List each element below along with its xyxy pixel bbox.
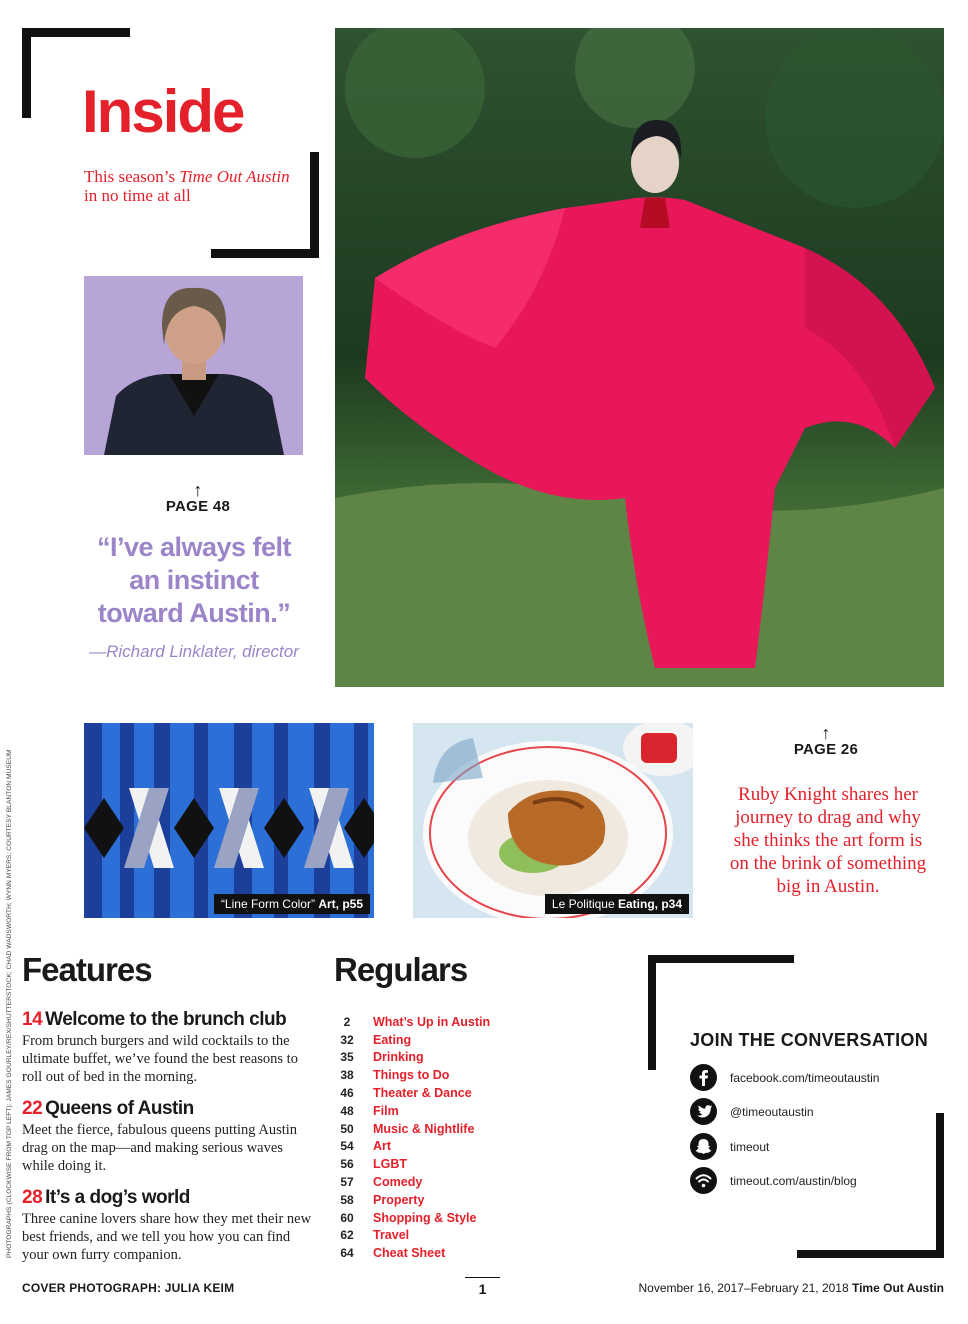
art-photo [84, 723, 374, 918]
list-item[interactable]: 56 LGBT [340, 1157, 408, 1172]
arrow-up-icon: ↑ [821, 723, 831, 743]
corner-bracket-social-top [648, 955, 794, 1070]
list-item[interactable]: 50 Music & Nightlife [340, 1121, 475, 1136]
regulars-heading: Regulars [334, 951, 468, 988]
social-link-twitter[interactable]: @timeoutaustin [690, 1098, 814, 1125]
list-item[interactable]: 57 Comedy [340, 1175, 423, 1190]
drag-teaser: Ruby Knight shares her journey to drag and why she thinks the art form is on the brink of something big in Austin. [729, 784, 927, 897]
social-link-snapchat[interactable]: timeout [690, 1133, 769, 1160]
list-item[interactable]: 60 Shopping & Style [340, 1210, 477, 1225]
quote-attribution: —Richard Linklater, director [89, 642, 299, 661]
food-caption[interactable]: Le Politique Eating, p34 [545, 894, 689, 914]
list-item[interactable]: 58 Property [340, 1192, 425, 1207]
list-item[interactable]: 32 Eating [340, 1032, 412, 1047]
pull-quote: “I’ve always felt an instinct toward Austin.” [96, 532, 292, 628]
arrow-up-icon: ↑ [193, 480, 203, 500]
list-item[interactable]: 35 Drinking [340, 1050, 424, 1065]
page-subtitle: This season’s Time Out Austin in no time at all [84, 167, 290, 205]
regulars-list [334, 1013, 594, 1262]
social-heading: JOIN THE CONVERSATION [690, 1030, 928, 1050]
photo-credits: PHOTOGRAPHS (CLOCKWISE FROM TOP LEFT): JAMES GOURLEY/REX/SHUTTERSTOCK; CHAD WADSWORTH; WYNN MYERS; COURTESY BLANTON MUSEUM [6, 749, 13, 1258]
social-link-blog[interactable]: timeout.com/austin/blog [690, 1167, 857, 1194]
issue-dates: November 16, 2017–February 21, 2018 Time Out Austin [638, 1281, 944, 1295]
list-item[interactable]: 46 Theater & Dance [340, 1086, 472, 1101]
cover-credit: COVER PHOTOGRAPH: JULIA KEIM [22, 1281, 235, 1295]
cover-feature-photo [335, 28, 944, 687]
feature-item[interactable]: 14 Welcome to the brunch club From brunch burgers and wild cocktails to the ultimate buffet, we’ve found the best reasons to roll out of bed in the morning. [22, 1009, 298, 1085]
page-ref-26[interactable]: ↑ PAGE 26 [790, 725, 862, 758]
snapchat-icon [690, 1133, 717, 1160]
feature-item[interactable]: 22 Queens of Austin Meet the fierce, fabulous queens putting Austin drag on the map—and making serious waves while doing it. [22, 1098, 298, 1174]
list-item[interactable]: 38 Things to Do [340, 1068, 450, 1083]
list-item[interactable]: 62 Travel [340, 1228, 410, 1243]
social-link-facebook[interactable]: facebook.com/timeoutaustin [690, 1064, 879, 1091]
food-photo [413, 723, 693, 918]
art-caption[interactable]: “Line Form Color” Art, p55 [214, 894, 370, 914]
list-item[interactable]: 64 Cheat Sheet [340, 1246, 446, 1261]
page-title: Inside [82, 78, 244, 145]
linklater-photo [84, 276, 303, 455]
list-item[interactable]: 48 Film [340, 1103, 399, 1118]
feature-item[interactable]: 28 It’s a dog’s world Three canine lovers share how they met their new best friends, and we tell you how you can find your own furry companion. [22, 1187, 312, 1263]
facebook-icon [690, 1064, 717, 1091]
twitter-icon [690, 1098, 717, 1125]
list-item[interactable]: 2 What’s Up in Austin [343, 1014, 491, 1029]
rss-icon [690, 1167, 717, 1194]
page-ref-48[interactable]: ↑ PAGE 48 [162, 482, 234, 515]
page-number: 1 [465, 1277, 500, 1297]
features-heading: Features [22, 951, 152, 988]
list-item[interactable]: 54 Art [340, 1139, 392, 1154]
